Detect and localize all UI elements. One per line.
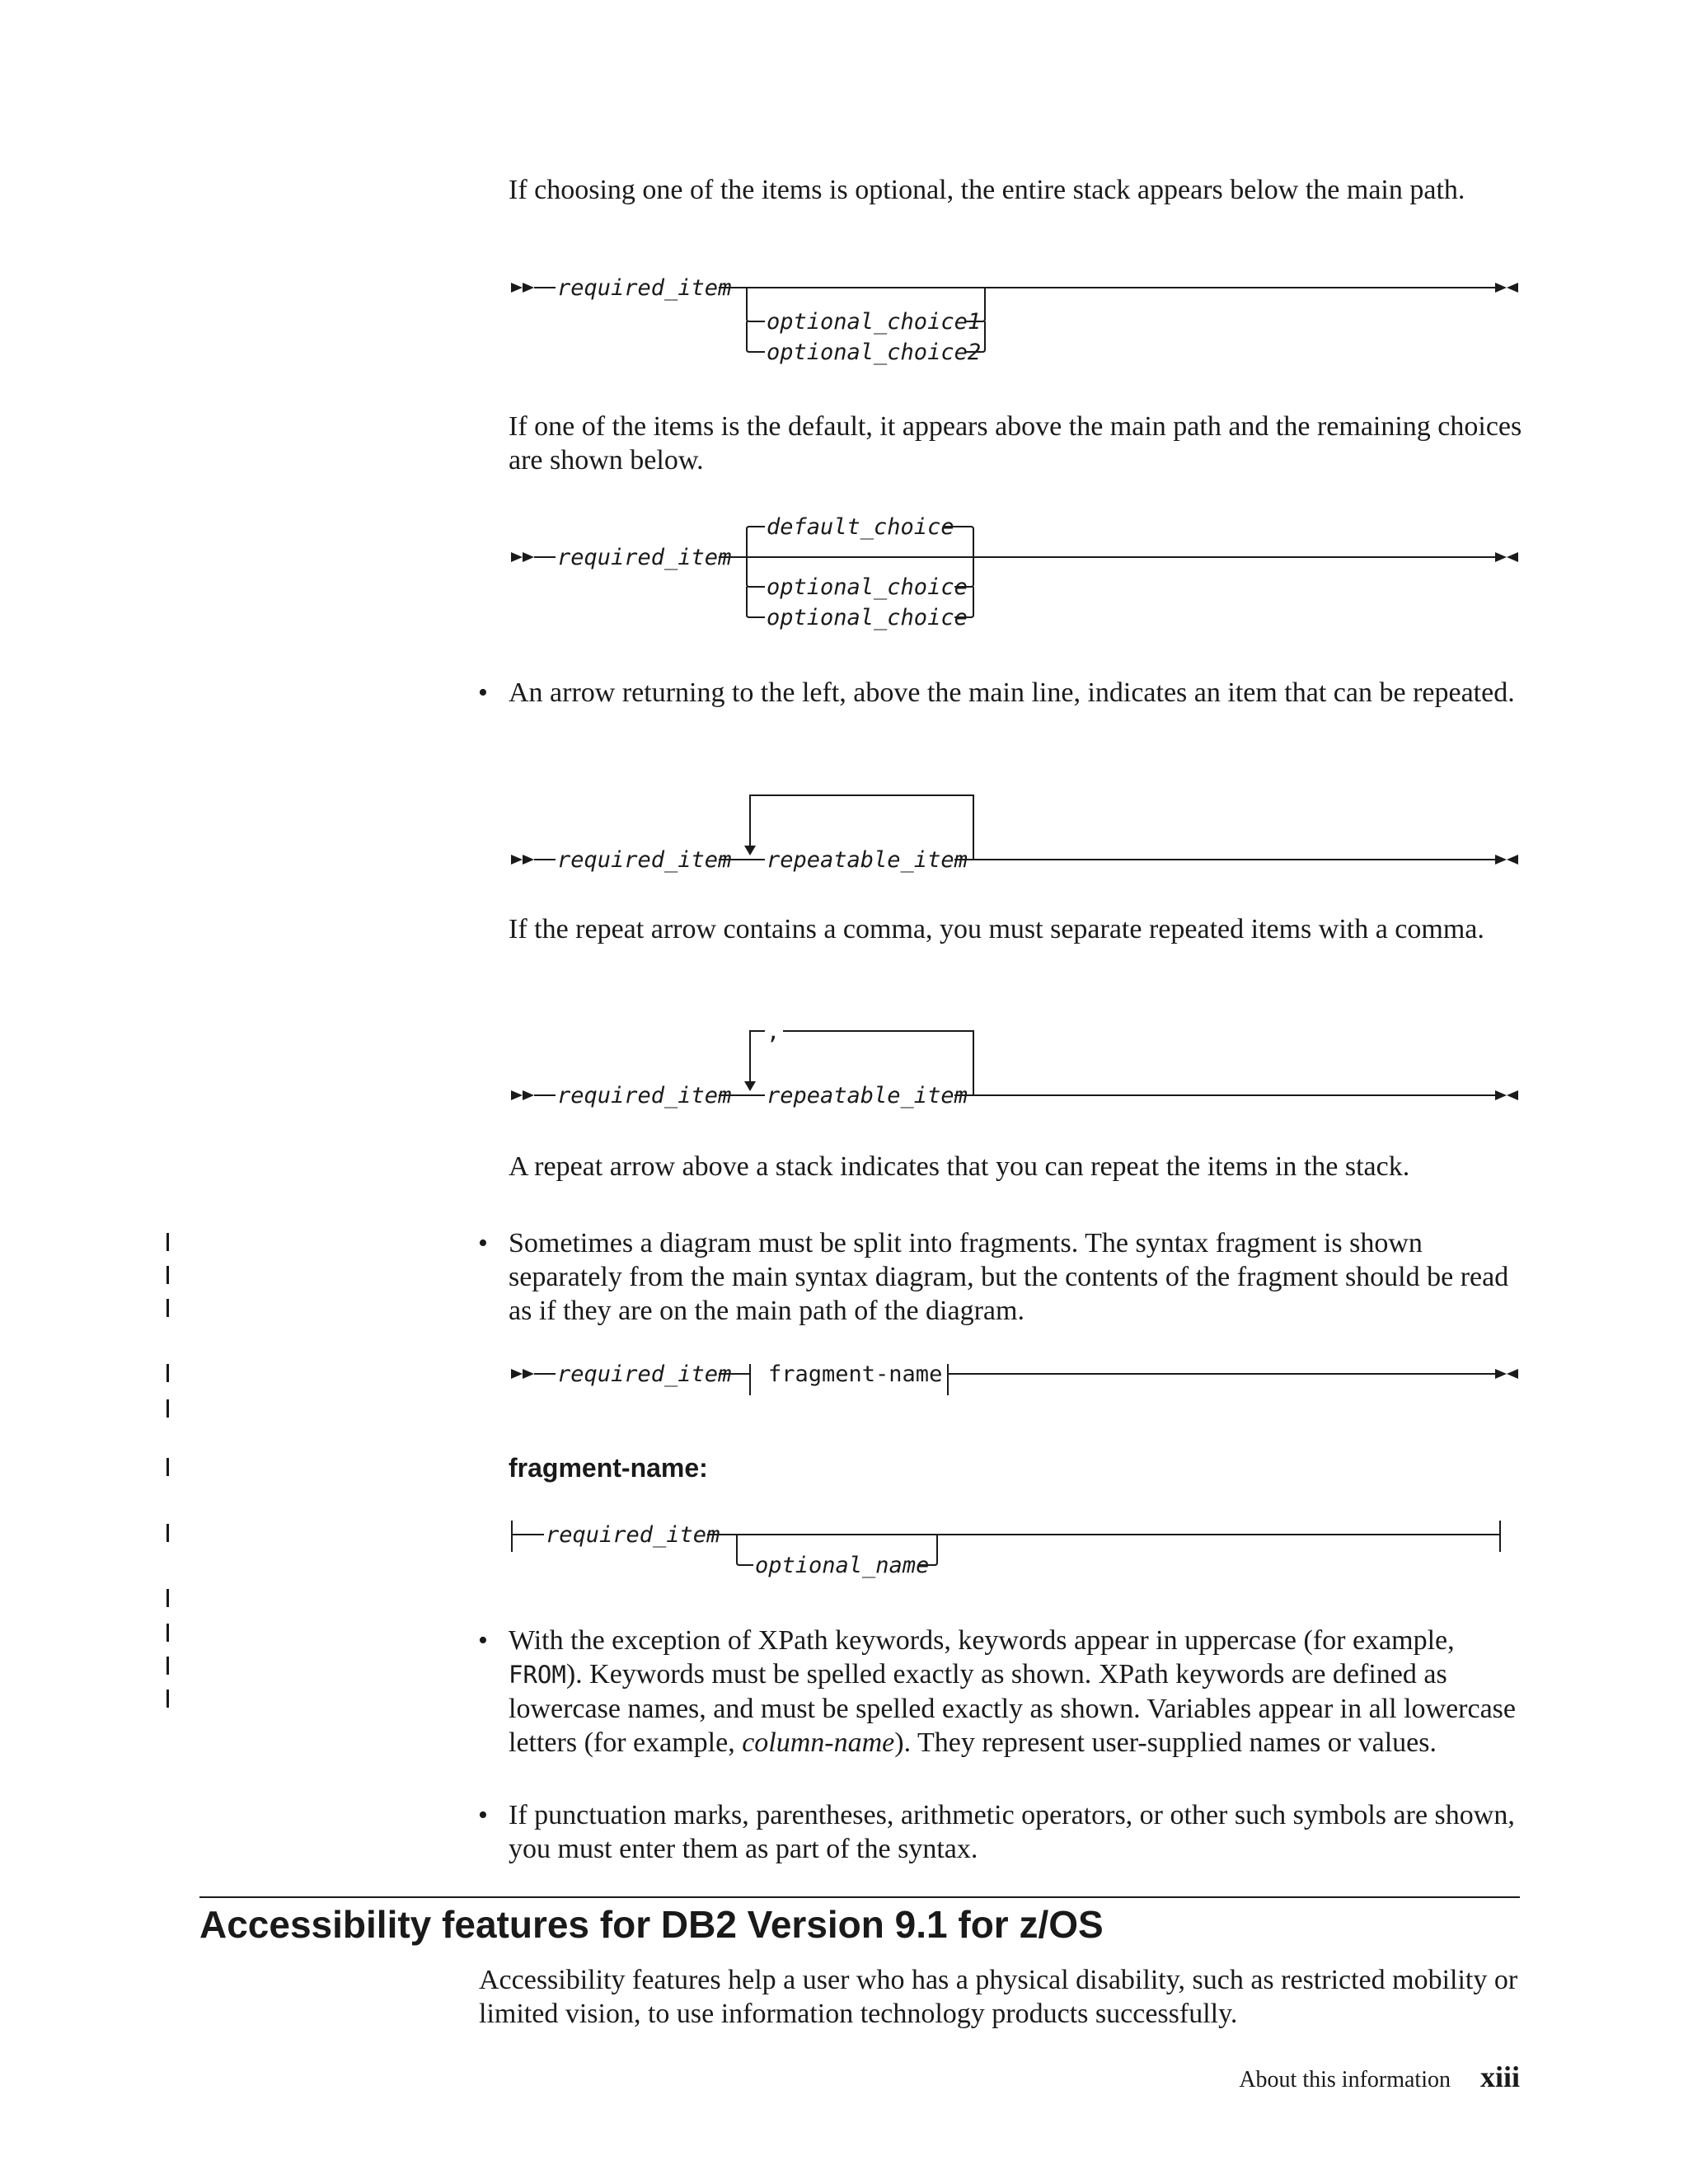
label-required-item: required_item: [557, 275, 732, 301]
bullet-repeat: An arrow returning to the left, above the main line, indicates an item that can be repeated.: [509, 677, 1515, 708]
change-bar: [166, 1624, 169, 1642]
section-paragraph: Accessibility features help a user who has a physical disability, such as restricted mobility or limited vision, to use information technology products successfully.: [479, 1965, 1518, 2029]
keywords-text-3: ). They represent user-supplied names or values.: [894, 1727, 1437, 1758]
start-double-arrow: [511, 1090, 534, 1100]
change-bar: [166, 1266, 169, 1284]
syntax-diagram-fragment: [0, 1516, 1688, 1591]
label-optional-name: optional_name: [755, 1553, 930, 1578]
label-default-choice: default_choice: [767, 514, 954, 540]
repeat-arrow: [744, 1081, 756, 1091]
label-optional-choice2: optional_choice2: [767, 340, 982, 365]
para-comma: If the repeat arrow contains a comma, you must separate repeated items with a comma.: [509, 914, 1484, 944]
label-repeatable-item: repeatable_item: [767, 1083, 968, 1108]
label-optional-choice: optional_choice: [767, 605, 968, 630]
end-arrow: [1495, 855, 1518, 865]
label-required-item: required_item: [557, 1361, 732, 1387]
keywords-text-2: ). Keywords must be spelled exactly as shown. XPath keywords are defined as lowercase names, and must be spelled exactly as shown. Variables appear in all lowercase letters (for example,: [509, 1659, 1516, 1758]
start-double-arrow: [511, 1369, 534, 1379]
label-required-item: required_item: [546, 1522, 720, 1548]
label-required-item: required_item: [557, 847, 732, 873]
change-bar: [166, 1589, 169, 1607]
keywords-text-1: With the exception of XPath keywords, keywords appear in uppercase (for example,: [509, 1625, 1455, 1656]
bullet-marker: •: [478, 1800, 488, 1830]
bullet-marker: •: [478, 1625, 488, 1656]
syntax-diagram-optional: [0, 272, 1688, 365]
change-bar: [166, 1690, 169, 1708]
end-arrow: [1495, 1369, 1518, 1379]
end-arrow: [1495, 283, 1518, 293]
bullet-marker: •: [478, 1228, 488, 1258]
syntax-diagram-repeat-comma: [0, 1019, 1688, 1108]
end-arrow: [1495, 1090, 1518, 1100]
footer-title: About this information: [1239, 2067, 1451, 2093]
change-bar: [166, 1657, 169, 1675]
label-required-item: required_item: [557, 545, 732, 570]
label-fragment-name: fragment-name: [768, 1361, 943, 1387]
change-bar: [166, 1399, 169, 1418]
repeat-loop-left: [750, 1031, 765, 1087]
label-optional-choice1: optional_choice1: [767, 309, 982, 335]
repeat-arrow: [744, 846, 756, 855]
page-footer: [1239, 2060, 1520, 2097]
change-bar: [166, 1458, 169, 1476]
start-double-arrow: [511, 283, 534, 293]
bullet-keywords: [509, 1624, 1522, 1760]
label-optional-choice: optional_choice: [767, 574, 968, 600]
change-bar: [166, 1299, 169, 1317]
para-repeat-stack: A repeat arrow above a stack indicates that you can repeat the items in the stack.: [509, 1151, 1410, 1182]
section-heading: Accessibility features for DB2 Version 9.1 for z/OS: [199, 1903, 1104, 1946]
label-repeatable-item: repeatable_item: [767, 847, 968, 873]
start-double-arrow: [511, 855, 534, 865]
section-rule: [199, 1896, 1520, 1898]
syntax-diagram-repeat: [0, 791, 1688, 873]
label-required-item: required_item: [557, 1083, 732, 1108]
variable-example: column-name: [742, 1727, 895, 1758]
syntax-diagram-fragment-ref: [0, 1360, 1688, 1401]
fragment-title: fragment-name:: [509, 1453, 708, 1483]
para-optional-stack: If choosing one of the items is optional, the entire stack appears below the main path.: [509, 175, 1465, 205]
end-arrow: [1495, 552, 1518, 562]
bullet-punctuation: If punctuation marks, parentheses, arithmetic operators, or other such symbols are shown, you must enter them as part of the syntax.: [509, 1800, 1515, 1864]
bullet-marker: •: [478, 677, 488, 708]
change-bar: [166, 1233, 169, 1251]
keyword-example: FROM: [509, 1661, 566, 1689]
start-double-arrow: [511, 552, 534, 562]
para-default-choice: If one of the items is the default, it appears above the main path and the remaining choices are shown below.: [509, 411, 1522, 476]
bullet-fragments: Sometimes a diagram must be split into fragments. The syntax fragment is shown separately from the main syntax diagram, but the contents of the fragment should be read as if they are on the main path of the diagram.: [509, 1228, 1509, 1326]
page-number: xiii: [1479, 2060, 1520, 2093]
syntax-diagram-default: [0, 511, 1688, 630]
label-comma: ,: [767, 1019, 781, 1045]
